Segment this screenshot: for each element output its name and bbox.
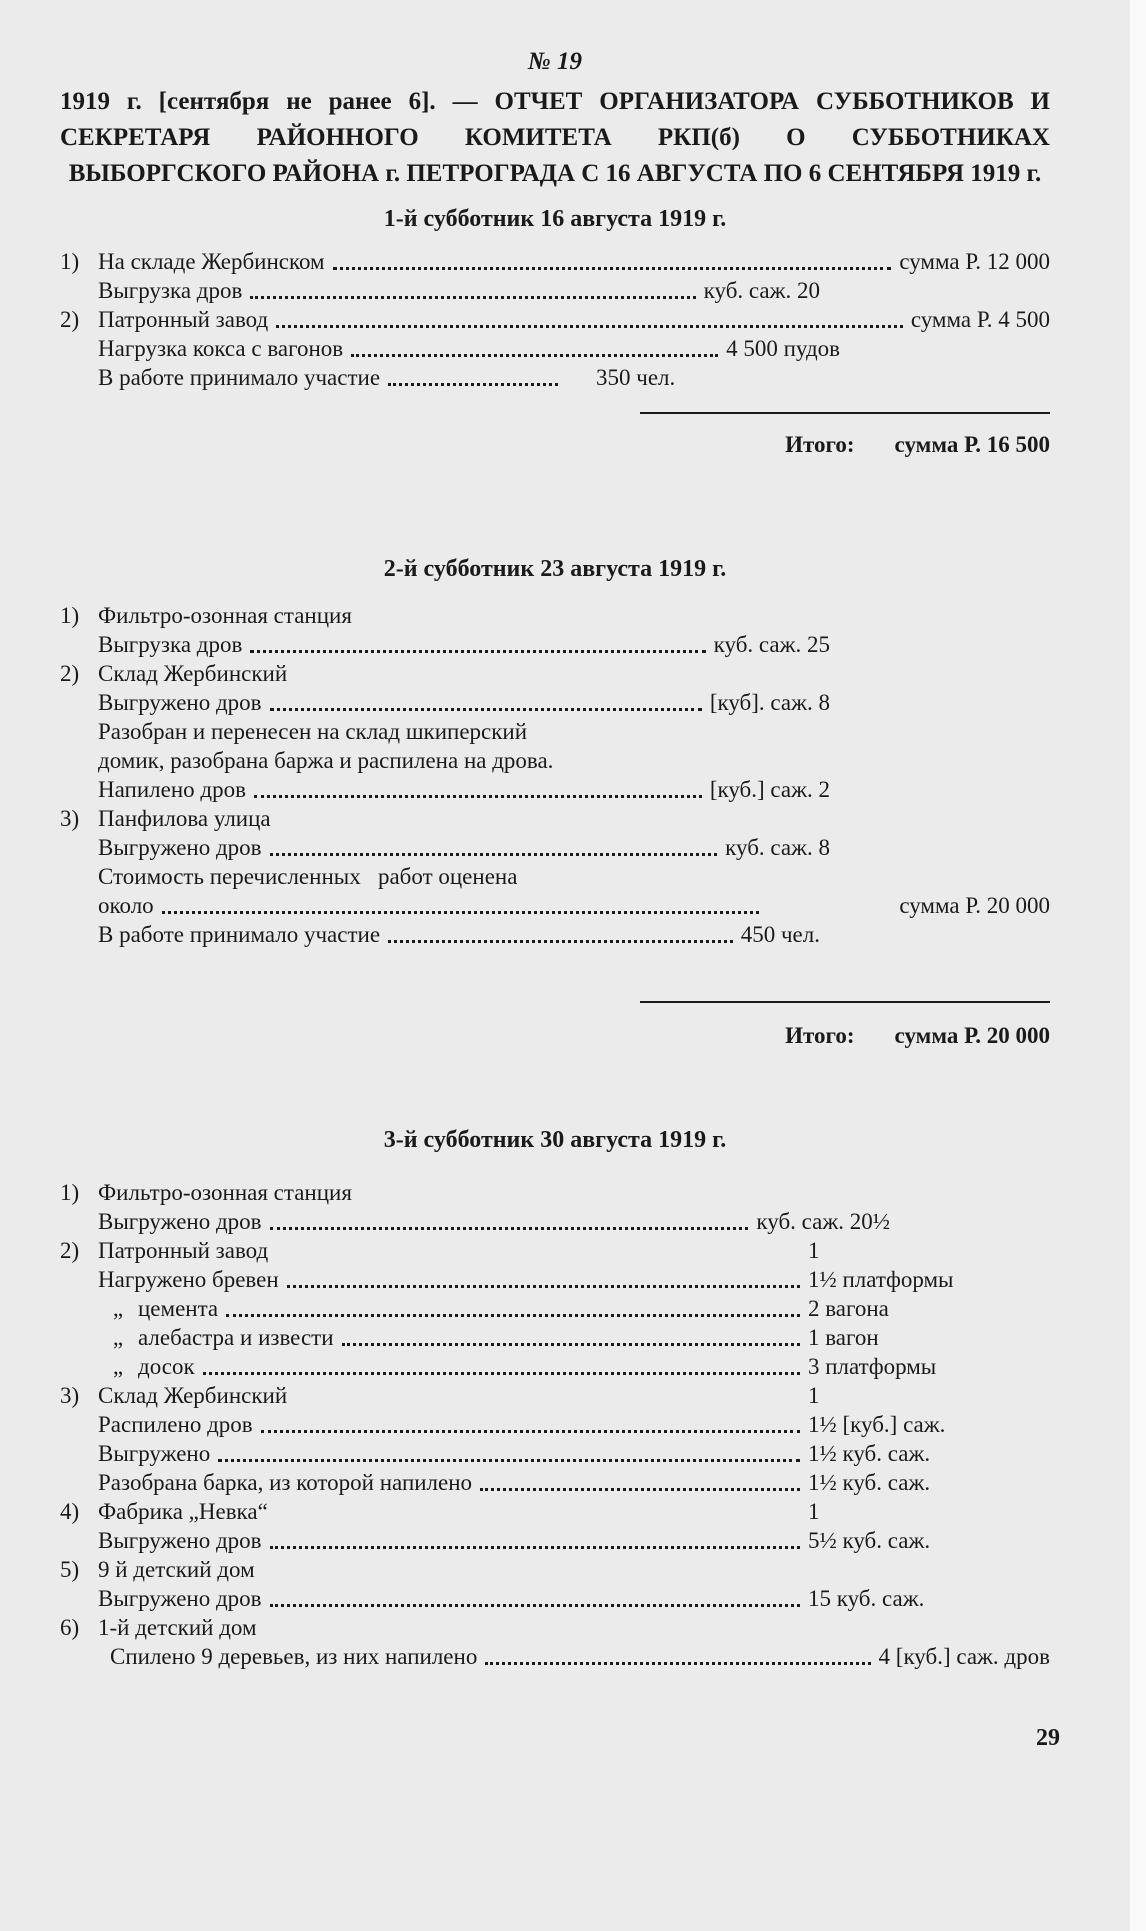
list-item: Разобрана барка, из которой напилено 1½ куб. саж.: [98, 1470, 931, 1495]
list-item: домик, разобрана баржа и распилена на дрова.: [98, 748, 554, 773]
list-item: Выгружено дров [куб]. саж. 8: [98, 690, 830, 715]
list-item: Стоимость перечисленных работ оценена: [98, 864, 518, 889]
list-item: 1) На складе Жербинском сумма Р. 12 000: [60, 249, 1050, 274]
list-item: 2) Патронный завод 1: [60, 1238, 820, 1263]
page-edge: [1130, 0, 1146, 1931]
section-1-items: [60, 247, 1050, 392]
ditto-mark: „: [112, 1354, 124, 1379]
page-number: 29: [1036, 1725, 1060, 1751]
list-item: Спилено 9 деревьев, из них напилено 4 [куб.] саж. дров: [110, 1644, 1050, 1669]
list-item: 4) Фабрика „Невка“ 1: [60, 1499, 820, 1524]
list-item: 1) Фильтро-озонная станция: [60, 1180, 352, 1205]
list-item: Выгрузка дров куб. саж. 25: [98, 632, 830, 657]
list-item: Выгружено дров куб. саж. 8: [98, 835, 830, 860]
section-2-items: [60, 601, 1050, 949]
section-2-rule: [640, 1001, 1050, 1003]
section-2-total: Итого: сумма Р. 20 000: [785, 1023, 1050, 1048]
document-content: [60, 48, 1050, 1671]
section-3-items: [60, 1178, 1050, 1671]
section-1-title: 1-й субботник 16 августа 1919 г.: [383, 206, 727, 232]
list-item: 6) 1-й детский дом: [60, 1615, 257, 1640]
list-item: В работе принимало участие 450 чел.: [98, 922, 820, 947]
list-item: „ досок 3 платформы: [60, 1352, 1050, 1381]
list-item: 5) 9 й детский дом: [60, 1557, 255, 1582]
document-number: № 19: [527, 48, 583, 75]
list-item: 1) Фильтро-озонная станция: [60, 603, 352, 628]
list-item: Выгружено дров куб. саж. 20½: [98, 1209, 890, 1234]
list-item: Напилено дров [куб.] саж. 2: [98, 777, 830, 802]
document-heading: 1919 г. [сентября не ранее 6]. — ОТЧЕТ ОРГАНИЗАТОРА СУББОТНИКОВ И СЕКРЕТАРЯ РАЙОННОГО КОМИТЕТА РКП(б) О СУББОТНИКАХ ВЫБОРГСКОГО РАЙОНА г. ПЕТРОГРАДА С 16 АВГУСТА ПО 6 СЕНТЯБРЯ 1919 г.: [60, 88, 1050, 187]
section-1-rule: [640, 412, 1050, 414]
list-item: Выгрузка дров куб. саж. 20: [98, 278, 820, 303]
list-item: 2) Патронный завод сумма Р. 4 500: [60, 307, 1050, 332]
list-item: около сумма Р. 20 000: [98, 893, 1050, 918]
list-item: Нагрузка кокса с вагонов 4 500 пудов: [98, 336, 840, 361]
list-item: Распилено дров 1½ [куб.] саж.: [98, 1412, 946, 1437]
list-item: „ цемента 2 вагона: [60, 1294, 1050, 1323]
list-item: 3) Склад Жербинский 1: [60, 1383, 820, 1408]
list-item: Выгружено дров 5½ куб. саж.: [98, 1528, 931, 1553]
list-item: Выгружено 1½ куб. саж.: [98, 1441, 931, 1466]
list-item: В работе принимало участие 350 чел.: [98, 365, 676, 390]
list-item: Нагружено бревен 1½ платформы: [98, 1267, 954, 1292]
section-3-title: 3-й субботник 30 августа 1919 г.: [383, 1127, 727, 1153]
list-item: Разобран и перенесен на склад шкиперский: [98, 719, 528, 744]
list-item: „ алебастра и извести 1 вагон: [60, 1323, 1050, 1352]
ditto-mark: „: [112, 1296, 124, 1321]
ditto-mark: „: [112, 1325, 124, 1350]
section-1-total: Итого: сумма Р. 16 500: [785, 432, 1050, 457]
list-item: Выгружено дров 15 куб. саж.: [98, 1586, 925, 1611]
list-item: 2) Склад Жербинский: [60, 661, 288, 686]
list-item: 3) Панфилова улица: [60, 806, 271, 831]
section-2-title: 2-й субботник 23 августа 1919 г.: [383, 556, 727, 582]
